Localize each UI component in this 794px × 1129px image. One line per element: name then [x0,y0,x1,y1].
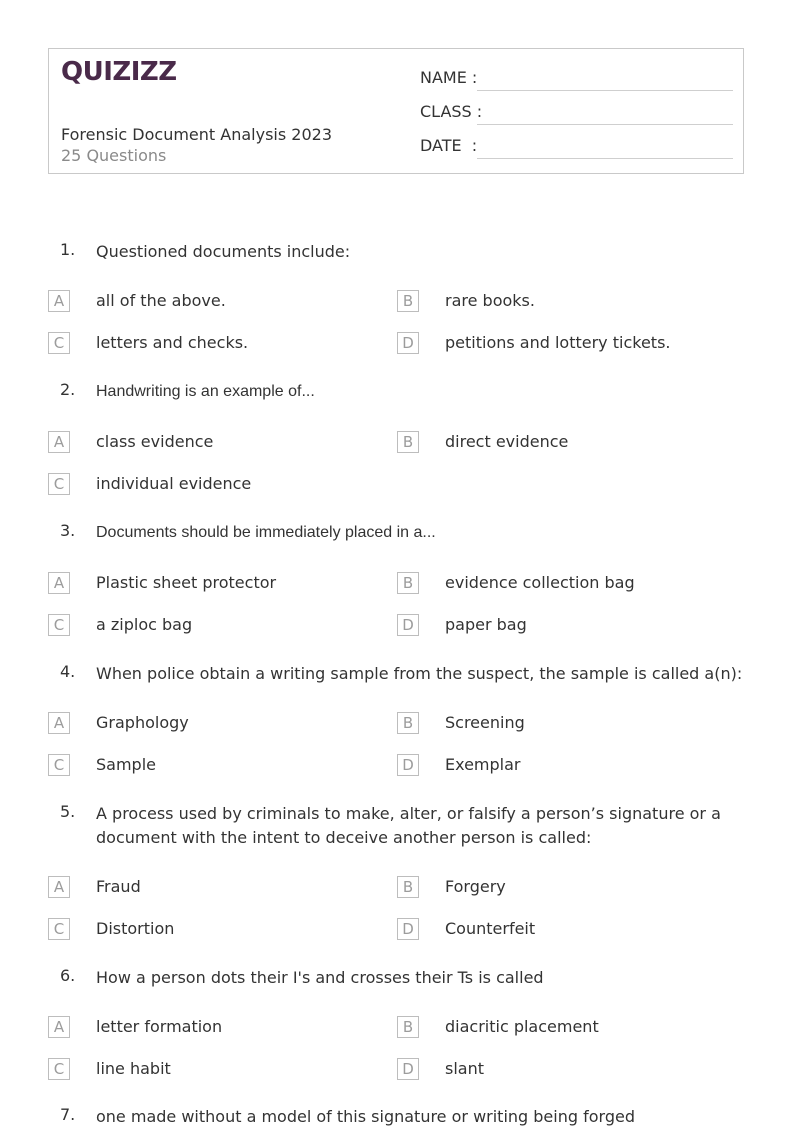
question-text: one made without a model of this signature or writing being forged [96,1107,635,1126]
option-letter-box[interactable]: C [48,1058,70,1080]
option-letter-box[interactable]: A [48,876,70,898]
option-letter-box[interactable]: A [48,290,70,312]
class-line[interactable] [477,124,733,125]
option-text: Exemplar [445,755,521,774]
option-letter-box[interactable]: A [48,572,70,594]
option-letter-box[interactable]: B [397,290,419,312]
option-text: all of the above. [96,291,226,310]
class-label: CLASS : [420,102,483,121]
date-label: DATE : [420,136,478,155]
option-letter-box[interactable]: D [397,1058,419,1080]
question-number: 2. [60,380,76,399]
option-letter-box[interactable]: C [48,614,70,636]
option-text: Distortion [96,919,175,938]
option-text: individual evidence [96,474,252,493]
option-letter-box[interactable]: B [397,572,419,594]
date-line[interactable] [477,158,733,159]
option-text: Counterfeit [445,919,536,938]
option-text: a ziploc bag [96,615,193,634]
option-letter-box[interactable]: C [48,754,70,776]
option-text: Sample [96,755,156,774]
option-letter-box[interactable]: B [397,1016,419,1038]
option-letter-box[interactable]: B [397,712,419,734]
question-number: 3. [60,521,76,540]
option-letter-box[interactable]: D [397,614,419,636]
date-field[interactable] [420,136,733,160]
option-text: evidence collection bag [445,573,635,592]
question-number: 5. [60,802,76,821]
question-number: 6. [60,966,76,985]
option-text: class evidence [96,432,214,451]
name-line[interactable] [477,90,733,91]
option-letter-box[interactable]: C [48,473,70,495]
question-text: Questioned documents include: [96,242,351,261]
option-text: Plastic sheet protector [96,573,277,592]
option-text: letter formation [96,1017,223,1036]
question-number: 1. [60,240,76,259]
option-text: Forgery [445,877,506,896]
option-letter-box[interactable]: D [397,332,419,354]
option-text: Graphology [96,713,189,732]
option-letter-box[interactable]: C [48,332,70,354]
question-text: How a person dots their I's and crosses their Ts is called [96,968,544,987]
question-number: 7. [60,1105,76,1124]
option-letter-box[interactable]: A [48,431,70,453]
question-text: A process used by criminals to make, alter, or falsify a person’s signature or a document with the intent to deceive another person is called: [96,804,721,847]
option-text: paper bag [445,615,527,634]
option-text: Screening [445,713,525,732]
class-field[interactable] [420,102,733,126]
option-letter-box[interactable]: A [48,712,70,734]
option-text: petitions and lottery tickets. [445,333,671,352]
option-letter-box[interactable]: D [397,754,419,776]
option-text: letters and checks. [96,333,249,352]
option-text: slant [445,1059,484,1078]
name-field[interactable] [420,68,733,92]
option-text: diacritic placement [445,1017,599,1036]
option-text: Fraud [96,877,141,896]
question-text: Handwriting is an example of... [96,383,315,400]
option-letter-box[interactable]: D [397,918,419,940]
option-letter-box[interactable]: C [48,918,70,940]
option-letter-box[interactable]: B [397,431,419,453]
question-number: 4. [60,662,76,681]
option-letter-box[interactable]: B [397,876,419,898]
question-count: 25 Questions [61,146,167,165]
option-text: line habit [96,1059,171,1078]
option-letter-box[interactable]: A [48,1016,70,1038]
quizizz-logo: QUIZIZZ [61,57,177,87]
worksheet-header [48,48,744,174]
option-text: rare books. [445,291,535,310]
question-text: Documents should be immediately placed in a... [96,524,436,541]
option-text: direct evidence [445,432,569,451]
worksheet-title: Forensic Document Analysis 2023 [61,125,332,144]
name-label: NAME : [420,68,478,87]
question-text: When police obtain a writing sample from the suspect, the sample is called a(n): [96,664,743,683]
